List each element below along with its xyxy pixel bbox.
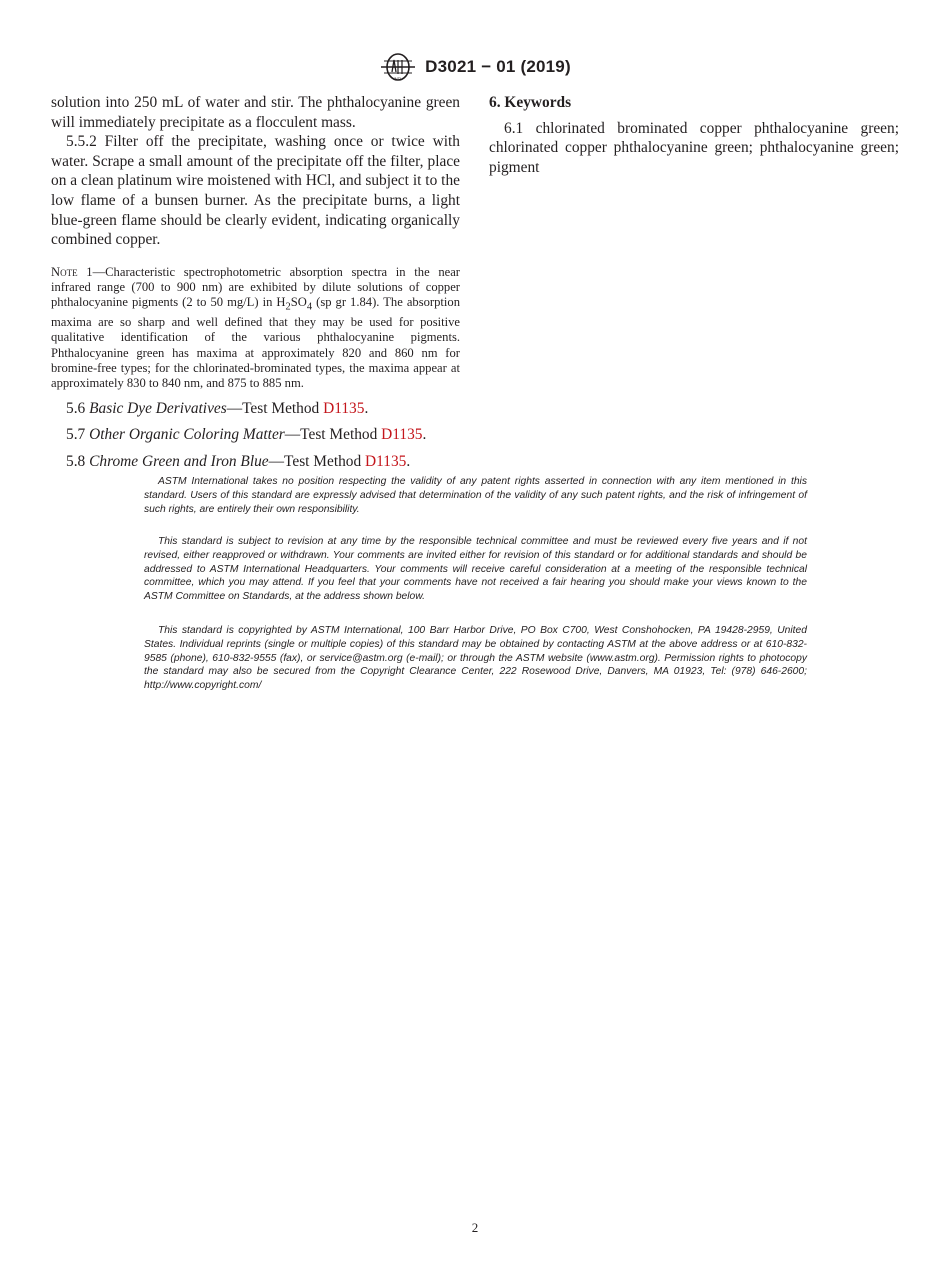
revision-disclaimer (144, 535, 807, 604)
section-method: —Test Method (226, 399, 324, 417)
section-5-6 (51, 399, 460, 419)
left-column (51, 93, 460, 471)
page-header (0, 52, 950, 82)
paragraph-continuation: solution into 250 mL of water and stir. The phthalocyanine green will immediately precipitate as a flocculent mass. (51, 94, 460, 131)
revision-disclaimer-text: This standard is subject to revision at any time by the responsible technical committee and must be reviewed every five years and if not revised, either reapproved or withdrawn. Your comments are invited either for revision of this standard or for additional standards and should be addressed to ASTM International Headquarters. Your comments will receive careful consideration at a meeting of the responsible technical committee, which you may attend. If you feel that your comments have not received a fair hearing you should make your views known to the ASTM Committee on Standards, at the address shown below. (144, 536, 807, 603)
d1135-link[interactable]: D1135 (381, 426, 423, 444)
section-5-7 (51, 425, 460, 445)
section-end: . (422, 426, 427, 444)
section-method: —Test Method (268, 452, 366, 470)
patent-disclaimer-text: ASTM International takes no position respecting the validity of any patent rights asserted in connection with any item mentioned in this standard. Users of this standard are expressly advised that determination of the validity of any such patent rights, and the risk of infringement of such rights, are entirely their own responsibility. (144, 476, 807, 515)
svg-text:INTL: INTL (393, 76, 403, 81)
section-title: Other Organic Coloring Matter (89, 426, 285, 444)
section-number: 5.8 (66, 452, 86, 470)
keywords-paragraph: 6.1 chlorinated brominated copper phthalocyanine green; chlorinated copper phthalocyanine green; phthalocyanine green; pigment (489, 119, 899, 176)
section-title: Chrome Green and Iron Blue (89, 452, 269, 470)
paragraph-5-5-2: 5.5.2 Filter off the precipitate, washing once or twice with water. Scrape a small amount of the precipitate off the filter, place on a clean platinum wire moistened with HCl, and subject it to the low flame of a bunsen burner. As the precipitate burns, a light blue-green flame should be clearly evident, indicating organically combined copper. (51, 133, 460, 249)
page-number: 2 (471, 1220, 479, 1235)
copyright-disclaimer (144, 624, 807, 693)
formula-so: SO (290, 295, 307, 310)
section-end: . (364, 399, 369, 417)
note-label: Note 1 (51, 264, 93, 279)
note-text-before: —Characteristic spectrophotometric absorption spectra in the near infrared range (700 to 900 nm) are exhibited by dilute solutions of copper phthalocyanine pigments (2 to 50 mg/L) in (51, 264, 460, 310)
patent-disclaimer (144, 475, 807, 516)
keywords-heading: 6. Keywords (489, 94, 572, 111)
section-number: 5.7 (66, 426, 86, 444)
formula-h-sub: 2 (285, 301, 291, 313)
document-id: D3021 − 01 (2019) (425, 57, 571, 76)
formula-h: H (276, 295, 286, 310)
section-title: Basic Dye Derivatives (89, 399, 227, 417)
note-text-after: (sp gr 1.84). The absorption maxima are so sharp and well defined that they may be used for positive qualitative identification of the various phthalocyanine pigments. Phthalocyanine green has maxima at approximately 820 and 860 nm for bromine-free types; for the chlorinated-brominated types, the maxima appear at approximately 830 to 840 nm, and 875 to 885 nm. (51, 295, 460, 391)
right-column (489, 93, 899, 177)
section-5-8 (51, 452, 460, 472)
note-1 (51, 265, 460, 392)
section-end: . (406, 452, 411, 470)
d1135-link[interactable]: D1135 (323, 399, 365, 417)
d1135-link[interactable]: D1135 (365, 452, 407, 470)
astm-logo-icon (379, 52, 417, 82)
section-method: —Test Method (284, 426, 382, 444)
formula-so-sub: 4 (306, 301, 313, 313)
section-number: 5.6 (66, 399, 86, 417)
copyright-disclaimer-text: This standard is copyrighted by ASTM International, 100 Barr Harbor Drive, PO Box C700, West Conshohocken, PA 19428-2959, United States. Individual reprints (single or multiple copies) of this standard may be obtained by contacting ASTM at the above address or at 610-832-9585 (phone), 610-832-9555 (fax), or service@astm.org (e-mail); or through the ASTM website (www.astm.org). Permission rights to photocopy the standard may also be secured from the Copyright Clearance Center, 222 Rosewood Drive, Danvers, MA 01923, Tel: (978) 646-2600; http://www.copyright.com/ (144, 625, 807, 692)
